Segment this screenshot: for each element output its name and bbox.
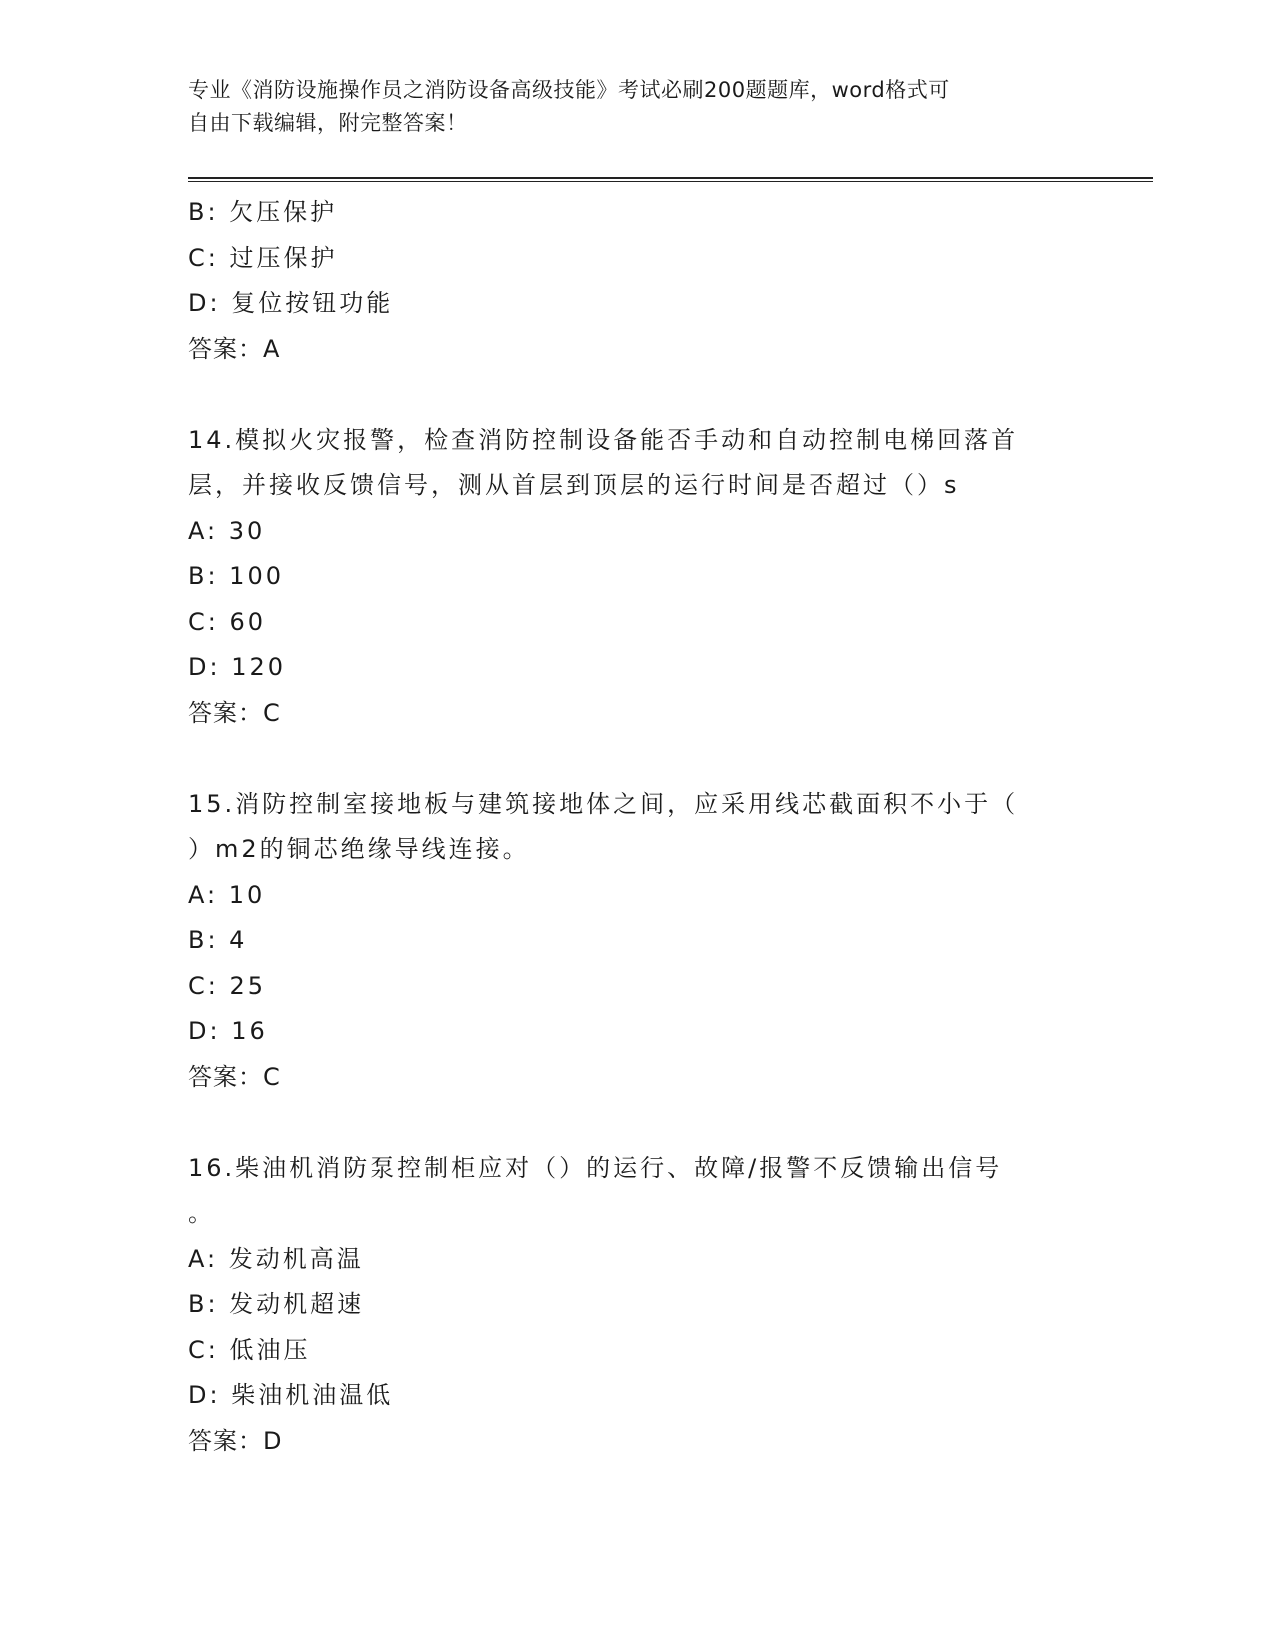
- option-d: D: 16: [188, 1017, 268, 1045]
- option-c: C: 低油压: [188, 1335, 311, 1364]
- option-d: D: 120: [188, 653, 287, 681]
- option-b: B: 4: [188, 926, 248, 954]
- option-a: A: 10: [188, 880, 266, 909]
- answer-line: 答案：C: [188, 698, 281, 727]
- question-stem: ）m2的铜芯绝缘导线连接。: [188, 835, 530, 863]
- question-stem: 15.消防控制室接地板与建筑接地体之间，应采用线芯截面积不小于（: [188, 789, 1019, 818]
- option-a: A: 30: [188, 516, 266, 545]
- answer-line: 答案：C: [188, 1062, 281, 1091]
- prev-question-block: [188, 190, 1088, 372]
- header-divider: [188, 177, 1153, 182]
- question-block-16: [188, 1146, 1088, 1465]
- option-c: C: 25: [188, 971, 267, 1000]
- question-block-15: [188, 782, 1088, 1101]
- answer-line: 答案：D: [188, 1426, 283, 1455]
- option-b: B: 欠压保护: [188, 198, 338, 226]
- spacer: [188, 736, 1088, 782]
- question-stem: 。: [188, 1199, 215, 1227]
- option-d: D: 柴油机油温低: [188, 1381, 394, 1409]
- document-header: [188, 74, 1088, 140]
- question-block-14: [188, 418, 1088, 737]
- question-stem: 16.柴油机消防泵控制柜应对（）的运行、故障/报警不反馈输出信号: [188, 1153, 1003, 1182]
- option-b: B: 100: [188, 562, 284, 590]
- option-b: B: 发动机超速: [188, 1290, 365, 1318]
- option-c: C: 过压保护: [188, 243, 338, 272]
- option-c: C: 60: [188, 607, 267, 636]
- question-stem: 14.模拟火灾报警，检查消防控制设备能否手动和自动控制电梯回落首: [188, 425, 1019, 454]
- spacer: [188, 372, 1088, 418]
- header-line-1: 专业《消防设施操作员之消防设备高级技能》考试必刷200题题库，word格式可: [188, 78, 950, 102]
- option-a: A: 发动机高温: [188, 1244, 364, 1273]
- spacer: [188, 1100, 1088, 1146]
- header-line-2: 自由下载编辑，附完整答案！: [188, 111, 468, 135]
- question-stem: 层，并接收反馈信号，测从首层到顶层的运行时间是否超过（）s: [188, 471, 960, 499]
- question-list: [188, 190, 1088, 1464]
- option-d: D: 复位按钮功能: [188, 289, 394, 317]
- answer-line: 答案：A: [188, 334, 281, 363]
